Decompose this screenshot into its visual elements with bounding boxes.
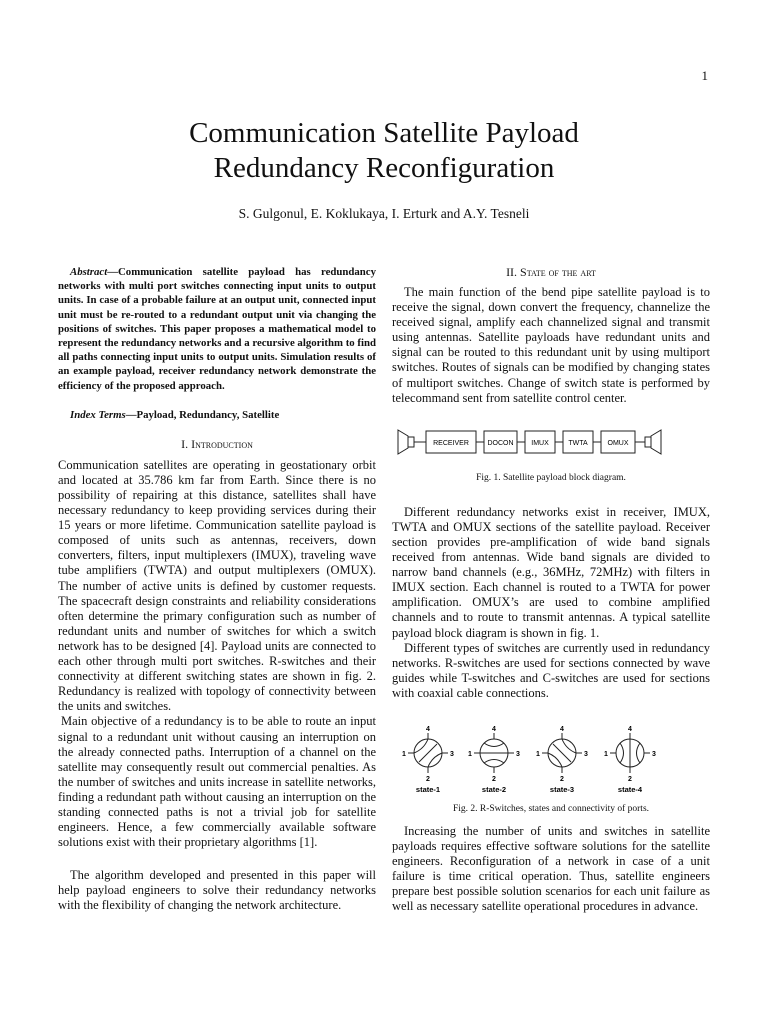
state-of-art-paragraph-4: Increasing the number of units and switches in satellite payloads requires effective software solutions for the satellite engineers. Reconfiguration of a network in case of a unit failure is time critical operation. Thus, satellite engineers prepare best possible solution scenarios for each unit failure as well as necessary satellite operational procedures in advance. bbox=[392, 823, 710, 914]
section-heading-state-of-the-art: II. State of the art bbox=[506, 265, 596, 279]
port-label-2: 2 bbox=[628, 775, 632, 783]
state-of-art-paragraph-1: The main function of the bend pipe satellite payload is to receive the signal, down convert the frequency, channelize the received signal, amplify each channelized signal and transmit using antennas. Satellite payloads have redundant units and signal can be routed to this redundant unit by using multiport switches. Routes of signals can be modified by changing states of multiport switches. Change of switch state is performed by telecommand sent from satellite control center. bbox=[392, 285, 710, 405]
authors: S. Gulgonul, E. Koklukaya, I. Erturk and A.Y. Tesneli bbox=[238, 206, 530, 221]
port-label-2: 2 bbox=[426, 775, 430, 783]
left-column bbox=[58, 265, 376, 914]
payload-block-diagram bbox=[392, 422, 710, 462]
block-label: IMUX bbox=[531, 439, 549, 447]
block-label: DOCON bbox=[487, 439, 514, 447]
port-label-3: 3 bbox=[652, 750, 656, 758]
state-label: state-1 bbox=[415, 784, 441, 793]
index-terms bbox=[58, 409, 376, 421]
port-label-2: 2 bbox=[560, 775, 564, 783]
section-heading-introduction: I. Introduction bbox=[181, 436, 253, 451]
block-label: OMUX bbox=[607, 439, 629, 447]
receive-antenna-icon bbox=[398, 430, 414, 454]
intro-paragraph-3: The algorithm developed and presented in this paper will help payload engineers to solve their redundancy networks with the flexibility of changing the network architecture. bbox=[58, 868, 376, 913]
port-label-3: 3 bbox=[516, 750, 520, 758]
abstract-body: —Communication satellite payload has redundancy networks with multi port switches connecting input units to output units. In case of a probable failure at an output unit, connected input unit must be re-routed to a redundant output unit via changing the positions of switches. This paper proposes a mathematical model to represent the redundancy networks and a recursive algorithm to find all paths connecting input units to output units. Simulation results of an example payload, receiver redundancy network demonstrate the efficiency of the proposed approach. bbox=[58, 266, 377, 392]
figure-1 bbox=[392, 422, 710, 483]
port-label-1: 1 bbox=[402, 750, 406, 758]
paper-title bbox=[0, 116, 768, 186]
page-number: 1 bbox=[701, 68, 708, 83]
title-line-1: Communication Satellite Payload bbox=[189, 117, 579, 149]
state-of-art-paragraph-2: Different redundancy networks exist in receiver, IMUX, TWTA and OMUX sections of the satellite payload. Receiver section provides pre-amplification of wide band signals received from antennas. Wide band signals are divided to narrow band channels (e.g., 36MHz, 72MHz) with filters in IMUX section. Each channel is routed to a TWTA for power amplification. OMUX’s are used to combine amplified channels and to route to transmit antennas. A typical satellite payload block diagram is shown in fig. 1. bbox=[392, 504, 710, 640]
port-label-1: 1 bbox=[604, 750, 608, 758]
port-label-3: 3 bbox=[584, 750, 588, 758]
r-switch-states-diagram bbox=[392, 723, 710, 793]
block-label: RECEIVER bbox=[433, 439, 469, 447]
title-line-2: Redundancy Reconfiguration bbox=[213, 152, 555, 184]
intro-paragraph-2: Main objective of a redundancy is to be able to route an input signal to a redundant unit without causing an interruption on the already connected paths. Interruption of a channel on the satellite may consequently result out commercial penalties. As the number of switches and units increase in satellite networks, finding a redundant path without causing an interruption on the standing connected paths is not a trivial job for satellite engineers. Hence, a few commercially available software solutions exist with their proprietary algorithms [1]. bbox=[58, 714, 376, 850]
index-terms-lead: Index Terms bbox=[70, 408, 126, 421]
state-label: state-2 bbox=[481, 784, 507, 793]
abstract bbox=[58, 265, 376, 393]
block-label: TWTA bbox=[568, 439, 588, 447]
port-label-4: 4 bbox=[628, 725, 632, 733]
transmit-antenna-icon bbox=[645, 430, 661, 454]
figure-2-caption: Fig. 2. R-Switches, states and connectivity of ports. bbox=[452, 803, 650, 814]
state-of-art-paragraph-3: Different types of switches are currently used in redundancy networks. R-switches are used for sections connected by wave guides while T-switches and C-switches are used for sections with coaxial cable connections. bbox=[392, 640, 710, 700]
port-label-2: 2 bbox=[492, 775, 496, 783]
figure-2 bbox=[392, 723, 710, 814]
intro-paragraph-1: Communication satellites are operating in geostationary orbit and located at 35.786 km far from Earth. Since there is no possibility of repairing at this distance, satellites shall have necessary redundancy to keep providing services during their 15 years or more lifetime. Communication satellite payload is composed of units such as antennas, receivers, down converters, filters, input multiplexers (IMUX), traveling wave tube amplifiers (TWTA) and output multiplexers (OMUX). The number of active units is defined by customer requests. The spacecraft design constraints and reliability considerations often determine the primary configuration such as number of redundant units and number of switches for which a switch network has to be designed [4]. Payload units are connected to each other through multi port switches. R-switches and their connectivity at different switching states are shown in fig. 2. Redundancy is realized with topology of connectivity between the units and switches. bbox=[58, 457, 376, 714]
figure-1-caption: Fig. 1. Satellite payload block diagram. bbox=[476, 472, 626, 483]
port-label-4: 4 bbox=[560, 725, 564, 733]
state-label: state-4 bbox=[617, 784, 643, 793]
port-label-4: 4 bbox=[426, 725, 430, 733]
abstract-lead: Abstract bbox=[70, 266, 108, 278]
port-label-3: 3 bbox=[450, 750, 454, 758]
index-terms-body: —Payload, Redundancy, Satellite bbox=[125, 408, 280, 421]
port-label-1: 1 bbox=[536, 750, 540, 758]
state-label: state-3 bbox=[549, 784, 575, 793]
port-label-1: 1 bbox=[468, 750, 472, 758]
right-column bbox=[392, 265, 710, 915]
port-label-4: 4 bbox=[492, 725, 496, 733]
